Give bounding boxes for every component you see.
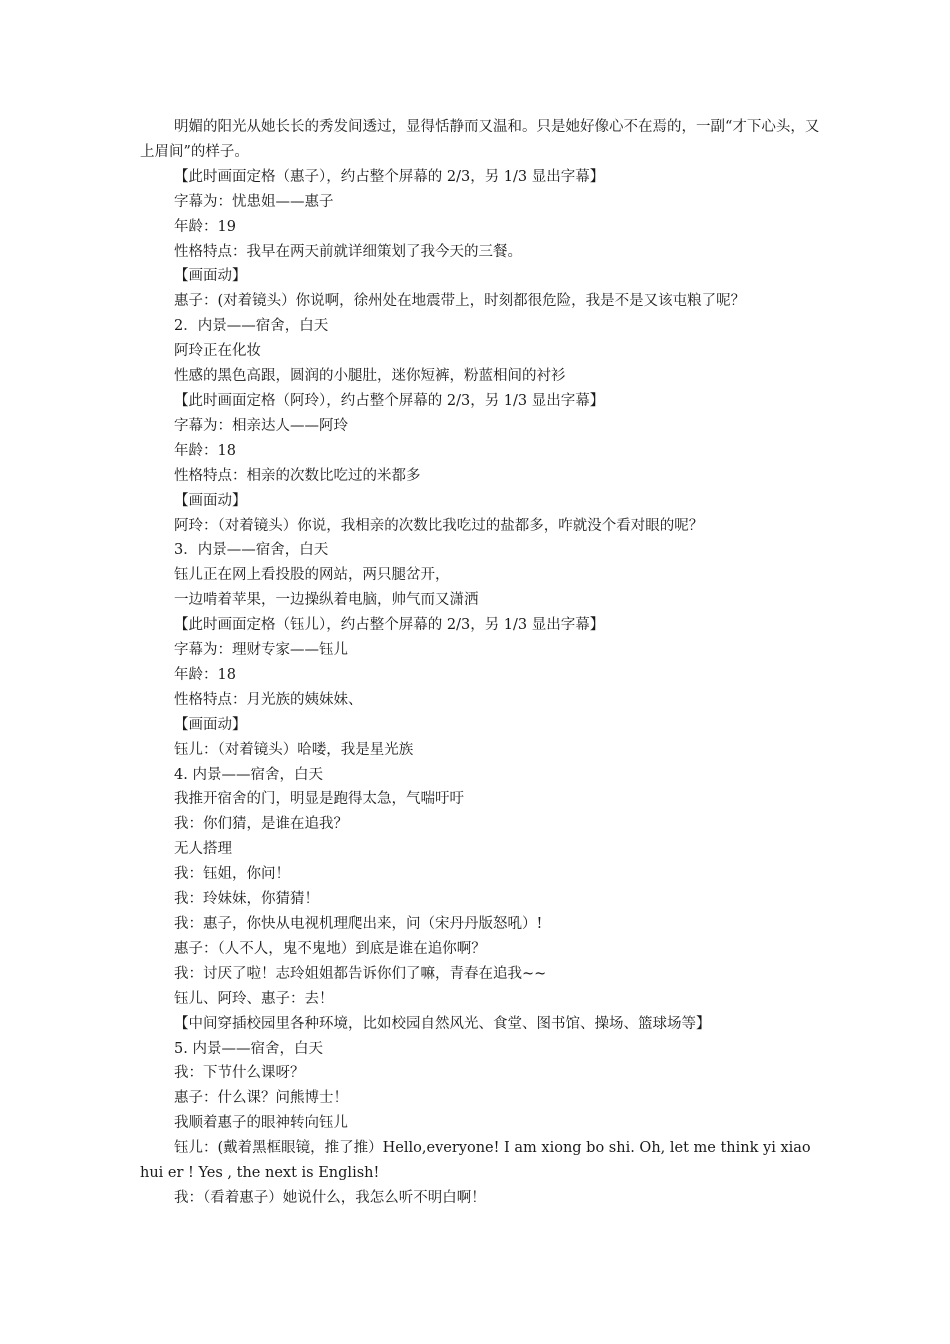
paragraph: 【此时画面定格（惠子），约占整个屏幕的 2/3，另 1/3 显出字幕】 — [174, 168, 605, 185]
paragraph: 字幕为：忧患姐——惠子 — [174, 193, 334, 210]
paragraph: 我：钰姐，你问！ — [174, 866, 290, 883]
paragraph: 惠子：（人不人，鬼不鬼地）到底是谁在追你啊？ — [174, 940, 486, 957]
paragraph: 【画面动】 — [174, 268, 247, 285]
paragraph: 性感的黑色高跟，圆润的小腿肚，迷你短裤，粉蓝相间的衬衫 — [174, 368, 566, 385]
paragraph: 【此时画面定格（阿玲），约占整个屏幕的 2/3，另 1/3 显出字幕】 — [174, 392, 605, 409]
paragraph: 惠子：(对着镜头）你说啊，徐州处在地震带上，时刻都很危险，我是不是又该屯粮了呢？ — [174, 293, 746, 310]
paragraph: 3．内景——宿舍，白天 — [174, 542, 329, 559]
paragraph: 我：玲妹妹，你猜猜！ — [174, 891, 319, 908]
paragraph: 阿玲正在化妆 — [174, 343, 261, 360]
paragraph: 钰儿：(戴着黑框眼镜，推了推）Hello,everyone! I am xiong bo shi. Oh, let me think yi xiao hui er ! Yes , the next is English! — [140, 1140, 816, 1182]
paragraph: 我：（看着惠子）她说什么，我怎么听不明白啊！ — [174, 1189, 486, 1206]
paragraph: 我：讨厌了啦！志玲姐姐都告诉你们了嘛，青春在追我~~ — [174, 965, 547, 982]
paragraph: 无人搭理 — [174, 841, 232, 858]
paragraph: 字幕为：理财专家——钰儿 — [174, 642, 348, 659]
paragraph: 性格特点：相亲的次数比吃过的米都多 — [174, 467, 421, 484]
paragraph: 阿玲：（对着镜头）你说，我相亲的次数比我吃过的盐都多，咋就没个看对眼的呢？ — [174, 517, 704, 534]
paragraph: 钰儿：（对着镜头）哈喽，我是星光族 — [174, 741, 414, 758]
paragraph: 性格特点：我早在两天前就详细策划了我今天的三餐。 — [174, 243, 522, 260]
paragraph: 我：你们猜，是谁在追我？ — [174, 816, 348, 833]
paragraph: 【中间穿插校园里各种环境，比如校园自然风光、食堂、图书馆、操场、篮球场等】 — [174, 1015, 711, 1032]
paragraph: 【画面动】 — [174, 492, 247, 509]
paragraph: 钰儿正在网上看投股的网站，两只腿岔开， — [174, 567, 450, 584]
paragraph: 【画面动】 — [174, 716, 247, 733]
paragraph: 惠子：什么课？问熊博士！ — [174, 1090, 348, 1107]
paragraph: 钰儿、阿玲、惠子：去！ — [174, 990, 334, 1007]
paragraph: 年龄：18 — [174, 666, 236, 683]
paragraph: 性格特点：月光族的姨妹妹、 — [174, 691, 363, 708]
paragraph: 字幕为：相亲达人——阿玲 — [174, 417, 348, 434]
paragraph: 【此时画面定格（钰儿），约占整个屏幕的 2/3，另 1/3 显出字幕】 — [174, 617, 605, 634]
paragraph: 4. 内景——宿舍，白天 — [174, 766, 323, 783]
paragraph: 年龄：19 — [174, 218, 236, 235]
paragraph: 5. 内景——宿舍，白天 — [174, 1040, 323, 1057]
paragraph: 年龄：18 — [174, 442, 236, 459]
paragraph: 一边啃着苹果，一边操纵着电脑，帅气而又潇洒 — [174, 592, 479, 609]
document-body — [140, 115, 820, 1211]
paragraph: 我：下节什么课呀？ — [174, 1065, 305, 1082]
paragraph: 明媚的阳光从她长长的秀发间透过，显得恬静而又温和。只是她好像心不在焉的，一副“才下心头，又上眉间”的样子。 — [140, 119, 820, 160]
paragraph: 我：惠子，你快从电视机理爬出来，问（宋丹丹版怒吼）! — [174, 916, 543, 932]
paragraph: 我推开宿舍的门，明显是跑得太急，气喘吁吁 — [174, 791, 464, 808]
paragraph: 我顺着惠子的眼神转向钰儿 — [174, 1115, 348, 1132]
paragraph: 2．内景——宿舍，白天 — [174, 318, 329, 335]
